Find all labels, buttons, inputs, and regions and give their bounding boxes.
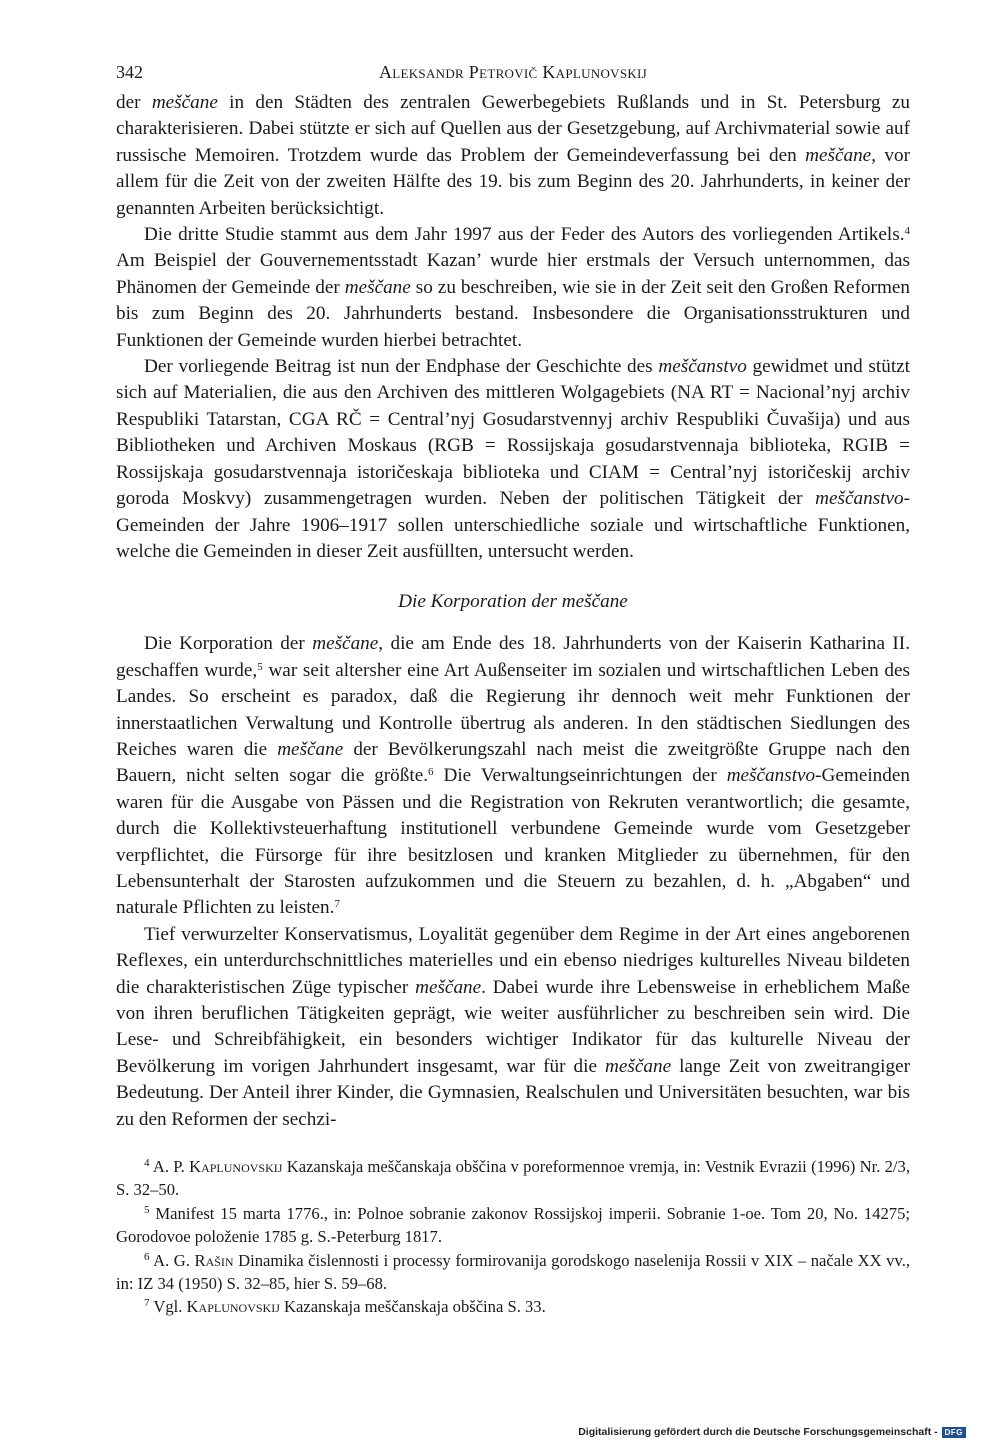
footnote-ref: 6 [428,766,434,779]
italic-term: meščane [415,976,482,998]
footnote-ref: 5 [257,660,263,673]
text-run: , die am Ende des 18. Jahrhunderts von der Kaiserin Katharina II. geschaffen wurde, [116,633,910,681]
text-run: gewidmet und stützt sich auf Materialien, die aus den Archiven des mittleren Wolgagebiets (NA RT = Nacional’nyj archiv Respubliki Tatarstan, CGA RČ = Central’nyj Gosudarstvennyj archiv Respubliki Čuvašija) und aus Bibliotheken und Archiven Moskaus (RGB = Rossijskaja gosudarstvennaja biblioteka, RGIB = Rossijskaja gosudarstvennaja istoričeskaja biblioteka und CIAM = Central’nyj istoričeskij archiv goroda Moskvy) zusammengetragen wurden. Neben der politischen Tätigkeit der [116,356,910,510]
section-heading: Die Korporation der meščane [398,591,628,613]
italic-term: meščane [312,633,379,655]
paragraph-2 [116,222,910,354]
text-run: Kazanskaja meščanskaja obščina S. 33. [279,1297,546,1317]
footnotes [116,1155,910,1319]
text-run: Die dritte Studie stammt aus dem Jahr 1997 aus der Feder des Autors des vorliegenden Artikels. [144,224,905,246]
footnote-ref: 5 [144,1203,150,1216]
footnote-ref: 4 [904,225,910,238]
text-run: Am Beispiel der Gouvernementsstadt Kazan’ wurde hier erstmals der Versuch unternommen, das Phänomen der Gemeinde der [116,250,910,298]
footnote-ref: 7 [334,898,340,911]
page-number: 342 [116,62,143,82]
italic-term: meščane [805,144,872,166]
paragraph-1 [116,90,910,222]
paragraph-5 [116,922,910,1133]
footnote-5 [116,1202,910,1249]
footnote-6 [116,1249,910,1296]
italic-term: meščane [277,738,344,760]
text-run: Die Verwaltungseinrichtungen der [433,765,727,787]
text-run: in den Städten des zentralen Gewerbegebiets Rußlands und in St. Petersburg zu charakterisieren. Dabei stützte er sich auf Quellen aus der Gesetzgebung, auf Archivmaterial sowie auf russische Memoiren. Trotzdem wurde das Problem der Gemeindeverfassung bei den [116,92,910,166]
italic-term: meščanstvo [726,765,816,787]
author-name: Rašin [194,1250,234,1270]
author-name: Kaplunovskij [189,1157,283,1177]
paragraph-3 [116,354,910,565]
text-run: Der vorliegende Beitrag ist nun der Endphase der Geschichte des [144,356,659,378]
text-run: so zu beschreiben, wie sie in der Zeit seit den Großen Reformen bis zum Beginn des 20. Jahrhunderts bestand. Insbesondere die Organisationsstrukturen und Funktionen der Gemeinde wurden hierbei betrachtet. [116,276,910,351]
italic-term: meščane [151,92,218,113]
footnote-4 [116,1155,910,1202]
footnote-7 [116,1295,910,1318]
text-run: A. P. [149,1157,190,1177]
italic-term: meščane [344,276,411,298]
paragraph-4 [116,631,910,921]
text-run: Tief verwurzelter Konservatismus, Loyalität gegenüber dem Regime in der Art eines angeborenen Reflexes, ein unterdurchschnittliches materielles und ein ebenso niedriges kulturelles Niveau bildeten die charakteristischen Züge typischer [116,923,910,998]
text-run: Manifest 15 marta 1776., in: Polnoe sobranie zakonov Rossijskoj imperii. Sobranie 1-oe. Tom 20, No. 14275; Gorodovoe položenie 1785 g. S.-Peterburg 1817. [116,1203,910,1247]
text-run: , vor allem für die Zeit von der zweiten Hälfte des 19. bis zum Beginn des 20. Jahrhunderts, in keiner der genannten Arbeiten berücksichtigt. [116,144,910,219]
text-run: Kazanskaja meščanskaja obščina v poreformennoe vremja, in: Vestnik Evrazii (1996) Nr. 2/3, S. 32–50. [116,1157,910,1200]
running-head [116,62,910,90]
text-run: Vgl. [149,1297,187,1317]
body-text [116,90,910,1133]
text-run: . Dabei wurde ihre Lebensweise in erheblichem Maße von ihren beruflichen Tätigkeiten geprägt, wie weiter ausführlicher zu beschreiben sein wird. Die Lese- und Schreibfähigkeit, ein besonders wichtiger Indikator für das kulturelle Niveau der Bevölkerung im vorigen Jahrhundert insgesamt, war für die [116,976,910,1077]
text-run: A. G. [149,1250,195,1270]
footnote-ref: 4 [144,1157,150,1170]
page [116,62,910,1319]
text-run: Dinamika čislennosti i processy formirovanija gorodskogo naselenija Rossii v XIX – načale XX vv., in: IZ 34 (1950) S. 32–85, hier S. 59–68. [116,1250,910,1294]
text-run: -Gemeinden waren für die Ausgabe von Pässen und die Registration von Rekruten verantwortlich; die gesamte, durch die Kollektivsteuerhaftung institutionell verbundene Gemeinde wurde vom Gesetzgeber verpflichtet, die Fürsorge für ihre besitzlosen und kranken Mitglieder zu übernehmen, für den Lebensunterhalt der Starosten aufzukommen und die Steuern zu bezahlen, d. h. „Abgaben“ und naturale Pflichten zu leisten. [116,765,910,919]
italic-term: meščane [605,1055,672,1077]
text-run: Die Korporation der [144,633,313,655]
text-run: -Gemeinden der Jahre 1906–1917 sollen unterschiedliche soziale und wirtschaftliche Funktionen, welche die Gemeinden in dieser Zeit ausfüllten, untersucht werden. [116,488,910,562]
footnote-ref: 6 [144,1250,150,1263]
footnote-ref: 7 [144,1297,150,1310]
text-run: der [116,92,152,113]
text-run: war seit altersher eine Art Außenseiter im sozialen und wirtschaftlichen Leben des Landes. So erscheint es paradox, daß die Regierung ihr dennoch weit mehr Funktionen der innerstaatlichen Verwaltung und Kontrolle übertrug als anderen. In den städtischen Siedlungen des Reiches waren die [116,659,910,760]
italic-term: meščanstvo [815,488,904,510]
dfg-logo: DFG [942,1427,966,1438]
credit-text: Digitalisierung gefördert durch die Deutsche Forschungsgemeinschaft - [578,1426,938,1438]
text-run: der Bevölkerungszahl nach meist die zweitgrößte Gruppe nach den Bauern, nicht selten sogar die größte. [116,738,910,787]
digitization-credit [578,1426,966,1438]
text-run: lange Zeit von zweitrangiger Bedeutung. Der Anteil ihrer Kinder, die Gymnasien, Realschulen und Universitäten besuchten, war bis zu den Reformen der sechzi- [116,1055,910,1130]
italic-term: meščanstvo [658,356,747,378]
running-title: Aleksandr Petrovič Kaplunovskij [378,62,648,82]
author-name: Kaplunovskij [186,1297,280,1317]
